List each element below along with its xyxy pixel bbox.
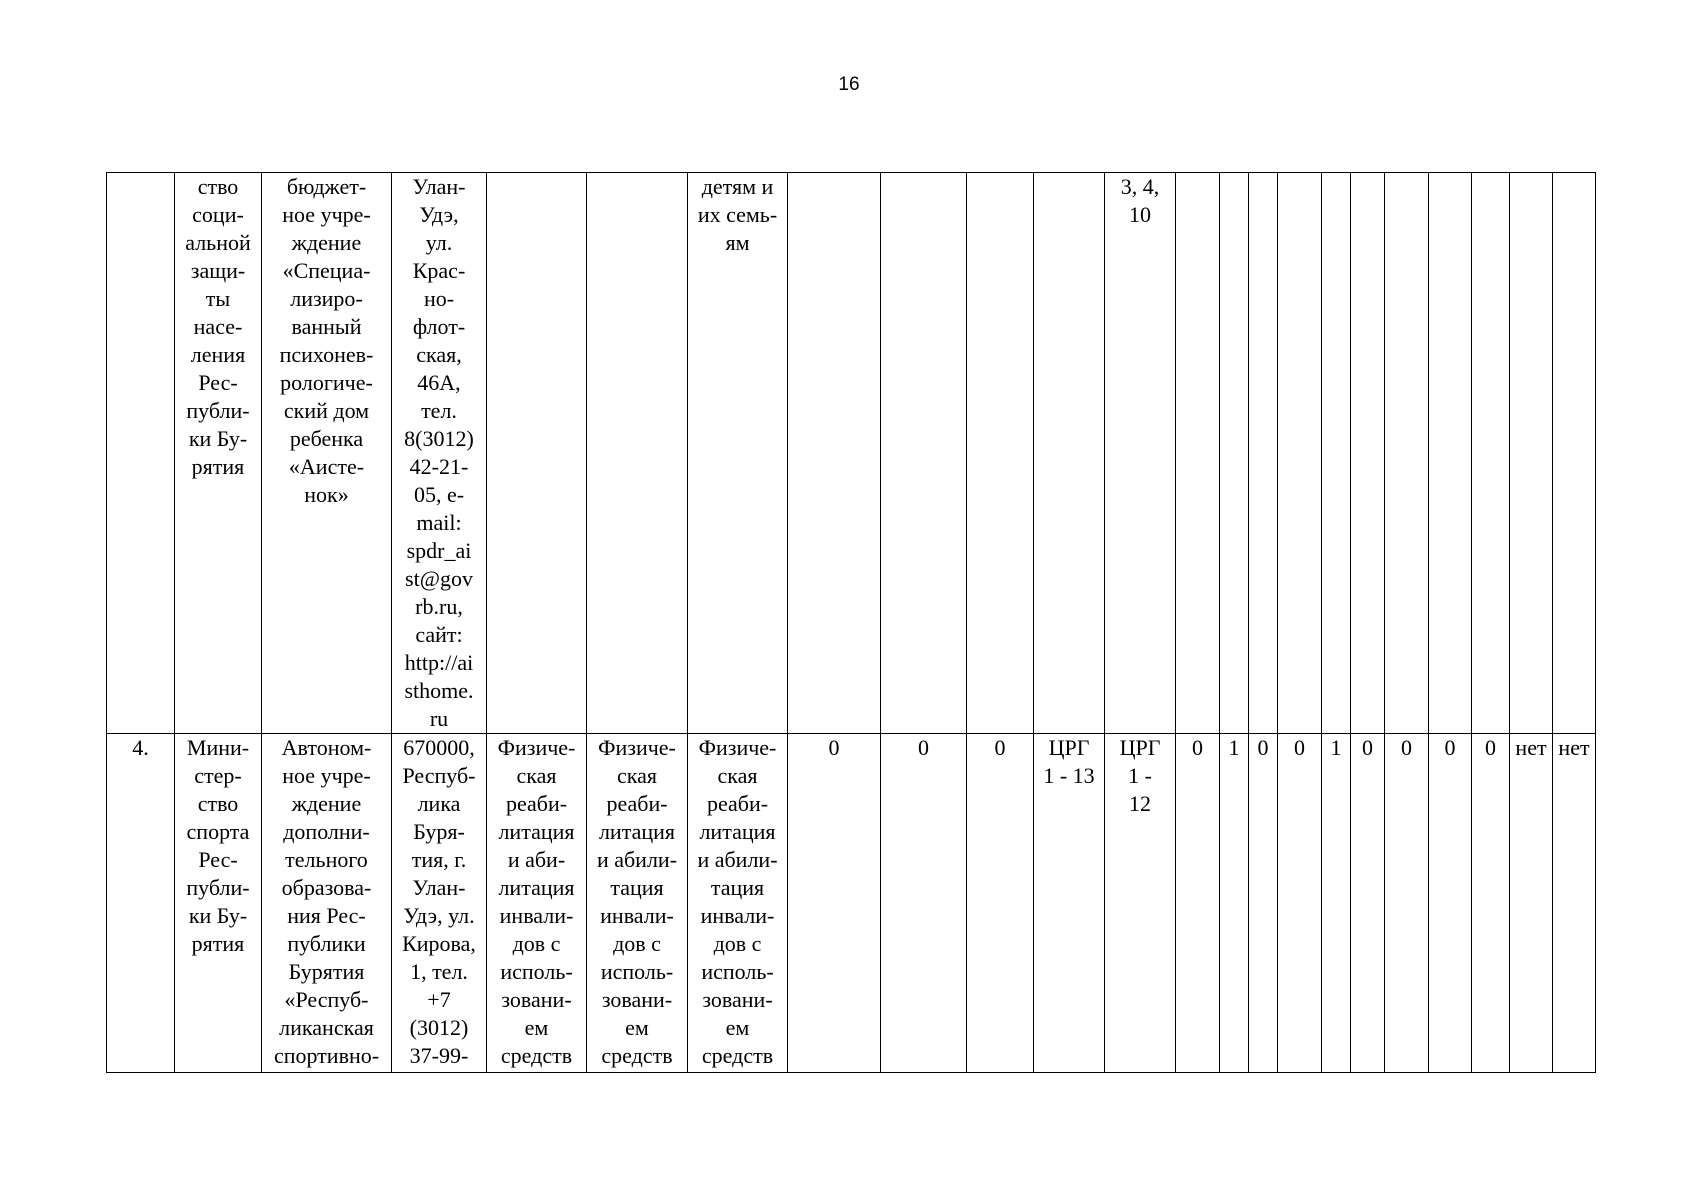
flag-cell xyxy=(1322,173,1351,734)
page-number: 16 xyxy=(838,74,860,95)
value-cell xyxy=(881,173,967,734)
service-cell: Физиче- ская реаби- литация и аби- литация инвали- дов с исполь- зовани- ем средств xyxy=(487,734,587,1073)
service-cell: Физиче- ская реаби- литация и абили- тация инвали- дов с исполь- зовани- ем средств xyxy=(587,734,688,1073)
crg-cell: ЦРГ 1 - 13 xyxy=(1034,734,1105,1073)
answer-cell xyxy=(1553,173,1596,734)
table-row xyxy=(107,734,1596,1073)
flag-cell xyxy=(1429,173,1472,734)
register-table xyxy=(106,172,1596,1073)
flag-cell: 0 xyxy=(1385,734,1429,1073)
flag-cell: 0 xyxy=(1249,734,1278,1073)
flag-cell: 0 xyxy=(1429,734,1472,1073)
address-cell: Улан- Удэ, ул. Крас- но- флот- ская, 46А, тел. 8(3012) 42-21- 05, e- mail: spdr_ai st@gov rb.ru, сайт: http://ai sthome. ru xyxy=(392,173,487,734)
service-cell xyxy=(587,173,688,734)
flag-cell: 0 xyxy=(1472,734,1510,1073)
ministry-cell: Мини- стер- ство спорта Рес- публи- ки Бу- рятия xyxy=(175,734,262,1073)
flag-cell xyxy=(1176,173,1220,734)
crg-cell xyxy=(1034,173,1105,734)
value-cell: 0 xyxy=(788,734,881,1073)
crg-cell: 3, 4, 10 xyxy=(1105,173,1176,734)
value-cell xyxy=(788,173,881,734)
flag-cell: 1 xyxy=(1322,734,1351,1073)
flag-cell xyxy=(1472,173,1510,734)
service-cell: Физиче- ская реаби- литация и абили- тация инвали- дов с исполь- зовани- ем средств xyxy=(688,734,788,1073)
flag-cell xyxy=(1249,173,1278,734)
flag-cell: 0 xyxy=(1176,734,1220,1073)
flag-cell xyxy=(1351,173,1385,734)
institution-cell: бюджет- ное учре- ждение «Специа- лизиро- ванный психонев- рологиче- ский дом ребенка «Аисте- нок» xyxy=(262,173,392,734)
institution-cell: Автоном- ное учре- ждение дополни- тельного образова- ния Рес- публики Бурятия «Респуб- ликанская спортивно- xyxy=(262,734,392,1073)
service-cell: детям и их семь- ям xyxy=(688,173,788,734)
service-cell xyxy=(487,173,587,734)
value-cell: 0 xyxy=(881,734,967,1073)
answer-cell: нет xyxy=(1510,734,1553,1073)
flag-cell: 0 xyxy=(1278,734,1322,1073)
flag-cell: 0 xyxy=(1351,734,1385,1073)
index-cell xyxy=(107,173,175,734)
table-row xyxy=(107,173,1596,734)
address-cell: 670000, Респуб- лика Буря- тия, г. Улан- Удэ, ул. Кирова, 1, тел. +7 (3012) 37-99- xyxy=(392,734,487,1073)
value-cell xyxy=(967,173,1034,734)
flag-cell: 1 xyxy=(1220,734,1249,1073)
index-cell: 4. xyxy=(107,734,175,1073)
answer-cell xyxy=(1510,173,1553,734)
ministry-cell: ство соци- альной защи- ты насе- ления Рес- публи- ки Бу- рятия xyxy=(175,173,262,734)
value-cell: 0 xyxy=(967,734,1034,1073)
flag-cell xyxy=(1220,173,1249,734)
flag-cell xyxy=(1278,173,1322,734)
answer-cell: нет xyxy=(1553,734,1596,1073)
flag-cell xyxy=(1385,173,1429,734)
crg-cell: ЦРГ 1 - 12 xyxy=(1105,734,1176,1073)
